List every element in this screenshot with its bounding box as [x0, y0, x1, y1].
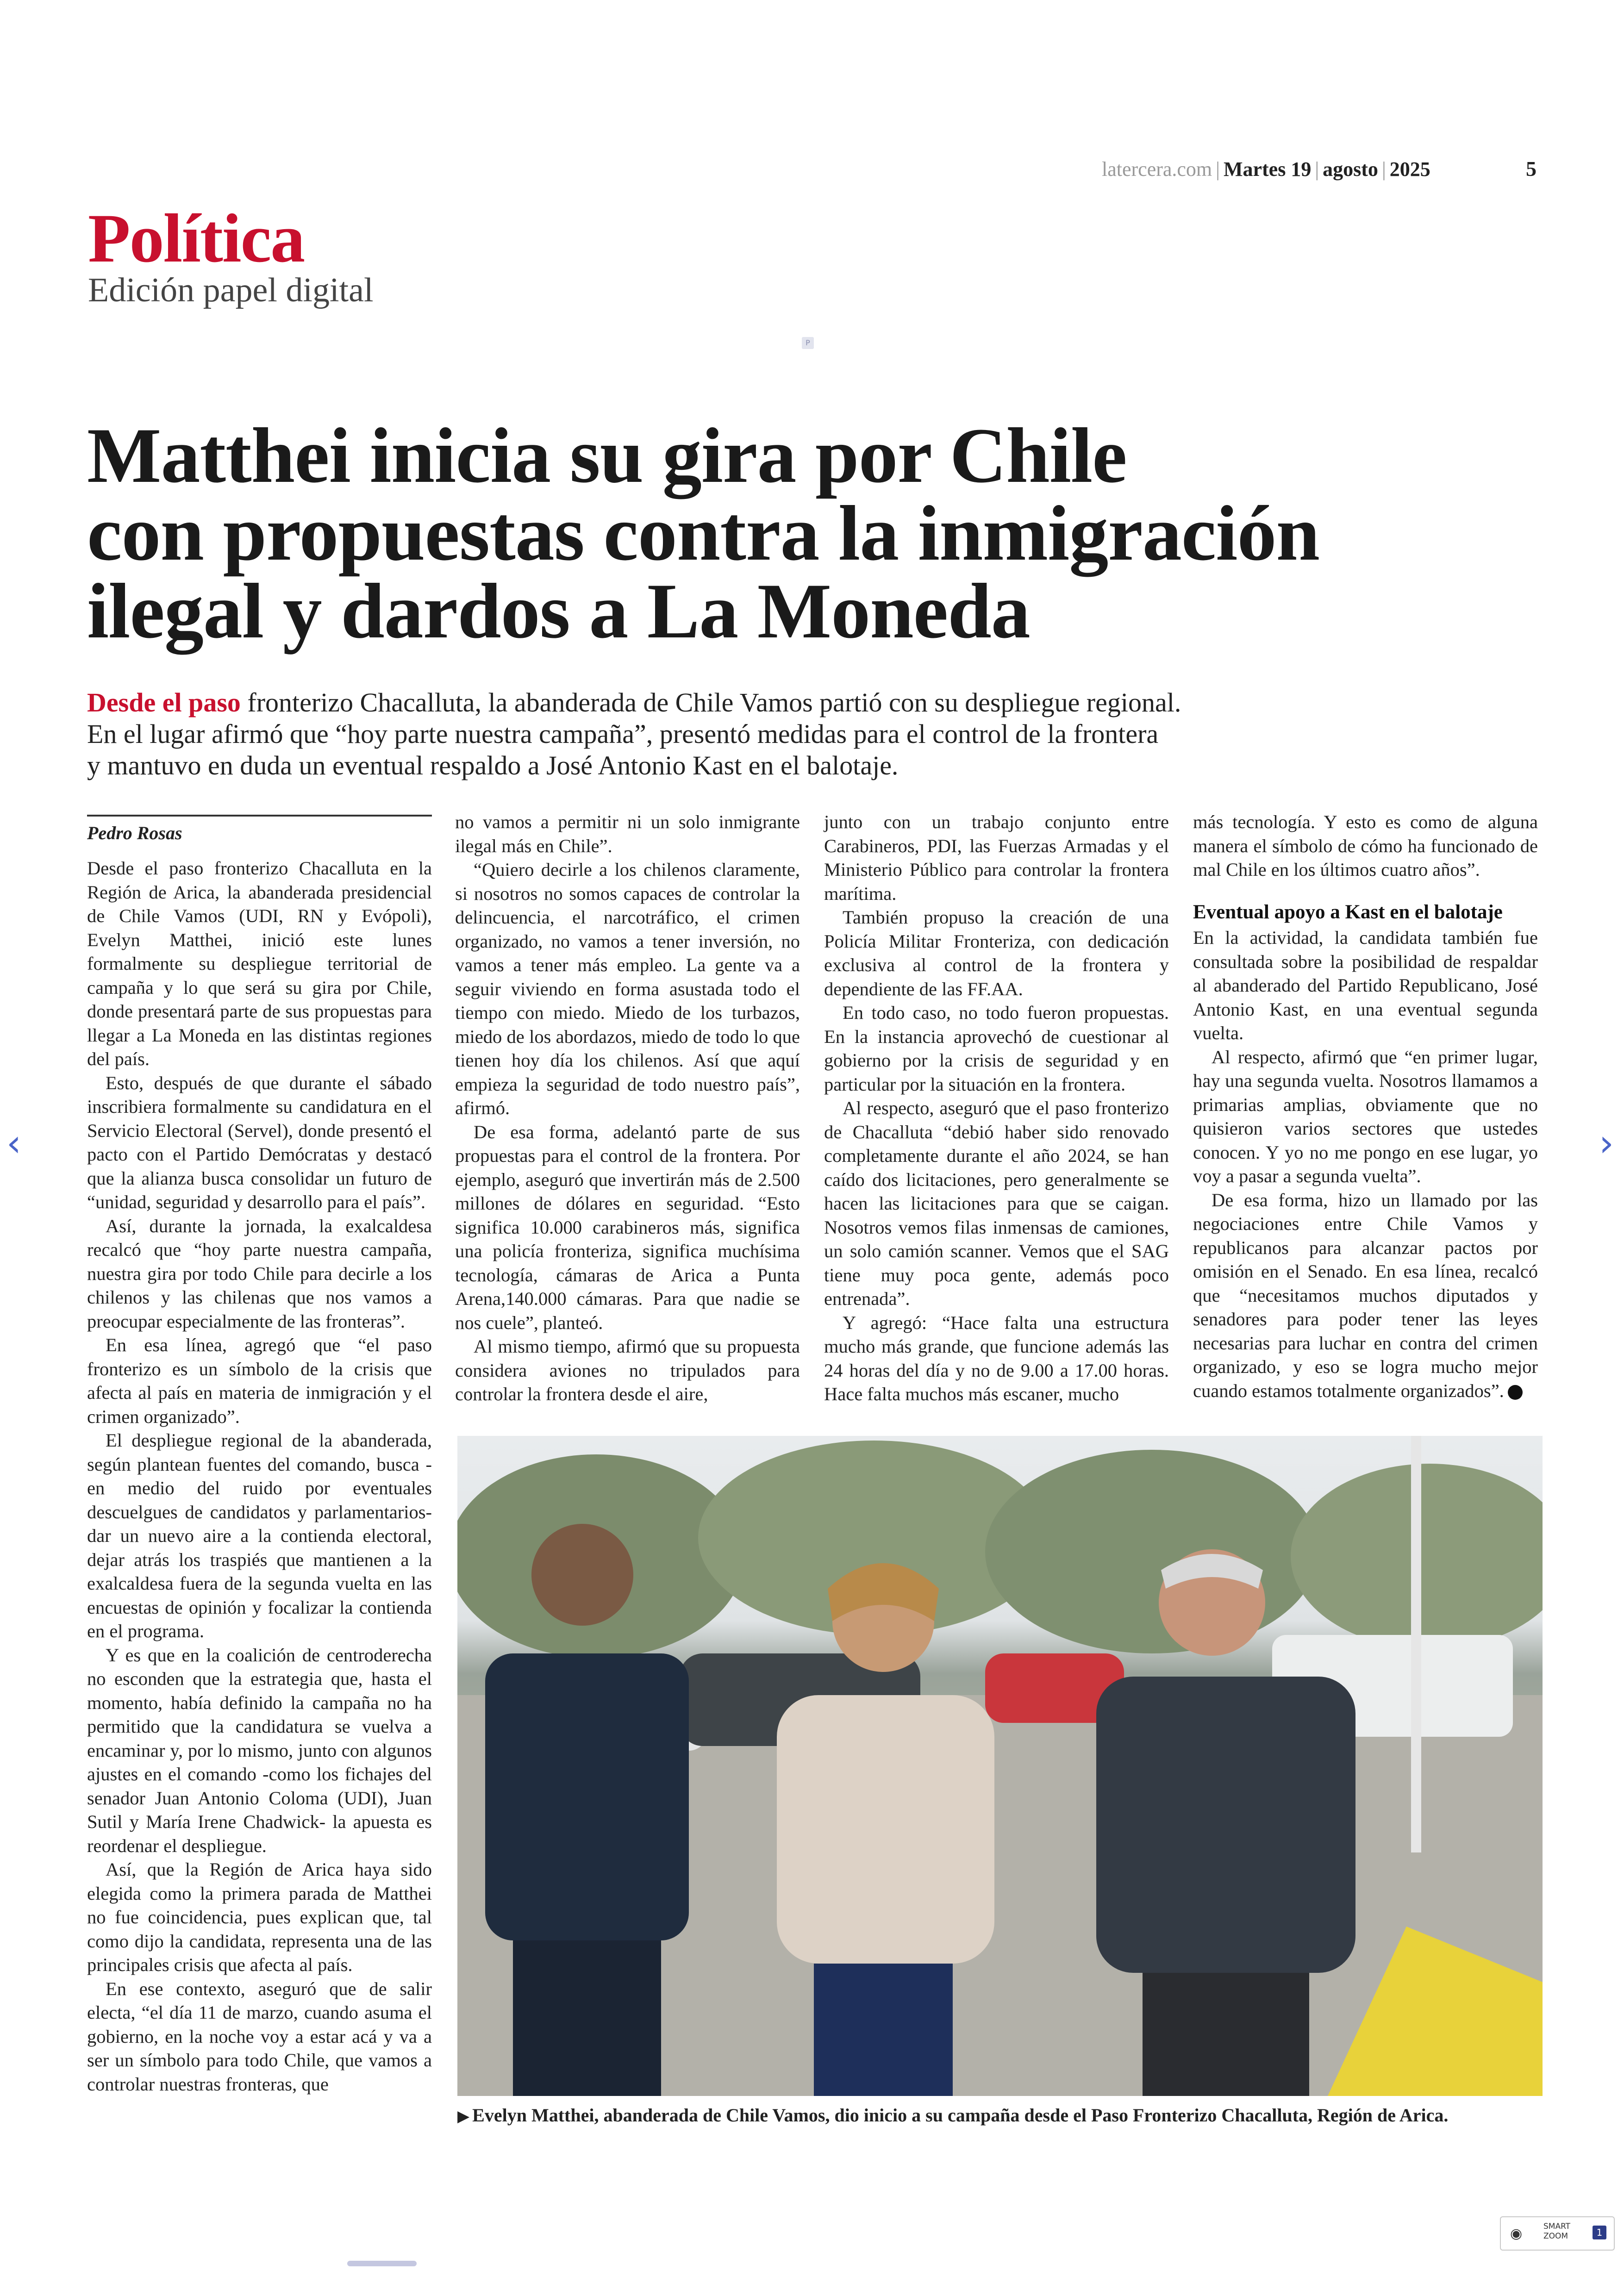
paragraph: Al respecto, aseguró que el paso fronterizo de Chacalluta “debió haber sido renovado completamente durante el año 2024, se han caído dos licitaciones, pero generalmente se hacen las licitaciones para que se caigan. Nosotros vemos filas inmensas de camiones, un solo camión scanner. Vemos que el SAG tiene muy poca gente, además poco entrenada”.: [824, 1098, 1169, 1309]
paragraph: junto con un trabajo conjunto entre Carabineros, PDI, las Fuerzas Armadas y el Ministerio Público para controlar la frontera marítima.: [824, 811, 1169, 904]
paragraph: Y agregó: “Hace falta una estructura mucho más grande, que funcione además las 24 horas del día y no de 9.00 a 17.00 horas. Hace falta muchos más escaner, mucho: [824, 1312, 1169, 1404]
paragraph: El despliegue regional de la abanderada, según plantean fuentes del comando, busca -en medio del ruido por eventuales descuelgues de candidatos y parlamentarios- dar un nuevo aire a la contienda electoral, dejar atrás los traspiés que mantienen a la exalcaldesa fuera de la segunda vuelta en las encuestas de opinión y focalizar la contienda en el programa.: [87, 1430, 432, 1641]
smart-zoom-button[interactable]: [1500, 2216, 1615, 2251]
edition-label: Edición papel digital: [88, 271, 374, 309]
paragraph: Y es que en la coalición de centroderecha no esconden que la estrategia que, hasta el momento, había definido la campaña no ha permitido que la candidatura se vuelva a encaminar y, por lo mismo, junto con algunos ajustes en el comando -como los fichajes del senador Juan Antonio Coloma (UDI), Juan Sutil y María Irene Chadwick- la apuesta es reordenar el despliegue.: [87, 1644, 432, 1856]
date-month: agosto: [1323, 158, 1378, 181]
subhead: Eventual apoyo a Kast en el balotaje: [1193, 901, 1503, 923]
chevron-left-icon[interactable]: ‹: [6, 1122, 21, 1165]
paragraph: Al mismo tiempo, afirmó que su propuesta considera aviones no tripulados para controlar la frontera desde el aire,: [455, 1336, 800, 1404]
paragraph: Al respecto, afirmó que “en primer lugar, hay una segunda vuelta. Nosotros llamamos a primarias amplias, obviamente que no quisieron varios sectores que ustedes conocen. Y yo no me pongo en ese lugar, yo voy a pasar a segunda vuelta”.: [1193, 1046, 1538, 1186]
chevron-right-icon[interactable]: ›: [1599, 1122, 1614, 1165]
paragraph: más tecnología. Y esto es como de alguna manera el símbolo de cómo ha funcionado de mal Chile en los últimos cuatro años”.: [1193, 811, 1538, 880]
paragraph: no vamos a permitir ni un solo inmigrante ilegal más en Chile”.: [455, 811, 800, 856]
paragraph: Desde el paso fronterizo Chacalluta en la Región de Arica, la abanderada presidencial de Chile Vamos (UDI, RN y Evópoli), Evelyn Matthei, inició este lunes formalmente su despliegue territorial de campaña y lo que será su gira por Chile, donde presentará parte de sus propuestas para llegar a La Moneda en las distintas regiones del país.: [87, 858, 432, 1069]
deck: [87, 687, 1499, 781]
eye-icon: ◉: [1510, 2226, 1523, 2242]
photo-caption: [457, 2104, 1543, 2126]
paragraph: En esa línea, agregó que “el paso fronterizo es un símbolo de la crisis que afecta al país en materia de inmigración y el crimen organizado”.: [87, 1335, 432, 1427]
deck-text: En el lugar afirmó que “hoy parte nuestra campaña”, presentó medidas para el control de la frontera: [87, 719, 1159, 749]
headline: [87, 412, 1522, 655]
smart-zoom-badge: 1: [1593, 2226, 1606, 2239]
headline-line: Matthei inicia su gira por Chile: [87, 412, 1127, 499]
paragraph: También propuso la creación de una Policía Militar Fronteriza, con dedicación exclusiva al control de la frontera y dependiente de las FF.AA.: [824, 907, 1169, 999]
deck-text: fronterizo Chacalluta, la abanderada de Chile Vamos partió con su despliegue regional.: [240, 687, 1181, 717]
horizontal-scrollbar[interactable]: [347, 2261, 417, 2266]
headline-line: ilegal y dardos a La Moneda: [87, 568, 1030, 655]
top-meta: latercera.com | Martes 19 | agosto | 2025: [1102, 158, 1430, 181]
page-marker-badge[interactable]: P: [802, 337, 814, 349]
smart-zoom-label: SMART ZOOM: [1543, 2222, 1571, 2241]
deck-lead: Desde el paso: [87, 687, 241, 717]
paragraph: Así, que la Región de Arica haya sido elegida como la primera parada de Matthei no fue coincidencia, pues explican que, tal como dijo la candidata, representa una de las principales crisis que afecta al país.: [87, 1859, 432, 1975]
body-column-2: [455, 810, 800, 1406]
headline-line: con propuestas contra la inmigración: [87, 490, 1320, 577]
caption-arrow-icon: ▶: [457, 2107, 470, 2126]
body-column-3: [824, 810, 1169, 1406]
page-number: 5: [1526, 157, 1537, 181]
paragraph: “Quiero decirle a los chilenos claramente, si nosotros no somos capaces de controlar la delincuencia, el narcotráfico, el crimen organizado, no vamos a tener inversión, no vamos a tener más empleo. La gente va a seguir viviendo en forma asustada todo el tiempo con miedo. Miedo de los turbazos, miedo de los abordazos, miedo de todo lo que tienen hoy día los chilenos. Así que aquí empieza la seguridad de todo nuestro país”, afirmó.: [455, 859, 800, 1118]
date-day: Martes 19: [1223, 158, 1312, 181]
paragraph: En ese contexto, aseguró que de salir electa, “el día 11 de marzo, cuando asuma el gobierno, en la noche voy a estar acá y va a ser un símbolo para todo Chile, que vamos a controlar nuestras fronteras, que: [87, 1978, 432, 2095]
byline: Pedro Rosas: [87, 815, 432, 844]
paragraph: En todo caso, no todo fueron propuestas. En la instancia aprovechó de cuestionar al gobierno por la crisis de seguridad y en particular por la situación en la frontera.: [824, 1002, 1169, 1095]
deck-text: y mantuvo en duda un eventual respaldo a José Antonio Kast en el balotaje.: [87, 750, 899, 780]
paragraph: En la actividad, la candidata también fue consultada sobre la posibilidad de respaldar al abanderado del Partido Republicano, José Antonio Kast, en una eventual segunda vuelta.: [1193, 927, 1538, 1043]
article-photo: [457, 1436, 1543, 2096]
date-year: 2025: [1389, 158, 1430, 181]
caption-text: Evelyn Matthei, abanderada de Chile Vamos, dio inicio a su campaña desde el Paso Fronterizo Chacalluta, Región de Arica.: [472, 2105, 1449, 2126]
paragraph-text: De esa forma, hizo un llamado por las negociaciones entre Chile Vamos y republicanos para alcanzar pactos por omisión en el Senado. En esa línea, recalcó que “necesitamos muchos diputados y senadores para poder tener las leyes necesarias para luchar en contra del crimen organizado, y eso se logra mucho mejor cuando estamos totalmente organizados”.: [1193, 1189, 1538, 1401]
paragraph: Así, durante la jornada, la exalcaldesa recalcó que “hoy parte nuestra campaña, nuestra gira por todo Chile para decirle a los chilenos y las chilenas que nos vamos a preocupar especialmente de las fronteras”.: [87, 1215, 432, 1332]
paragraph: De esa forma, adelantó parte de sus propuestas para el control de la frontera. Por ejemplo, aseguró que invertirán más de 2.500 millones de dólares en seguridad. “Esto significa 10.000 carabineros más, significa una policía fronteriza, significa muchísima tecnología, cámaras de Arica a Punta Arena,140.000 cámaras. Para que nadie se nos cuele”, planteó.: [455, 1121, 800, 1333]
end-mark-icon: [1508, 1385, 1523, 1400]
paragraph: Esto, después de que durante el sábado inscribiera formalmente su candidatura en el Servicio Electoral (Servel), donde presentó el pacto con el Partido Demócratas y destacó que la alianza busca consolidar un futuro de “unidad, seguridad y desarrollo para el país”.: [87, 1072, 432, 1212]
body-column-4: [1193, 810, 1538, 1403]
paragraph: [1193, 1188, 1538, 1403]
body-column-1: [87, 856, 432, 2096]
photo-illustration: [457, 1436, 1543, 2096]
section-title: Política: [88, 200, 305, 277]
site-name: latercera.com: [1102, 158, 1212, 181]
